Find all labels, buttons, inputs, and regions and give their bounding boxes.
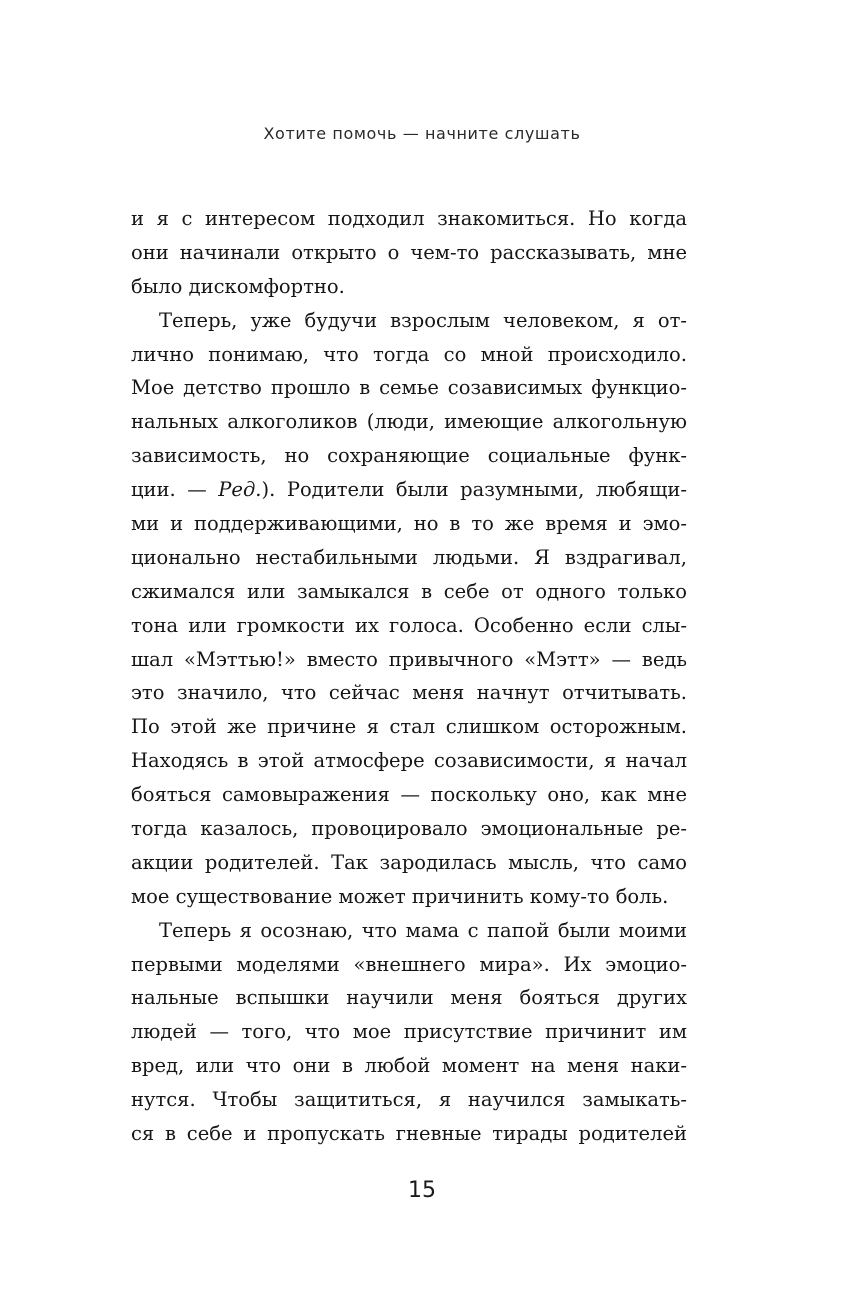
text-line: Находясь в этой атмосфере созависимости, я начал <box>131 749 687 773</box>
text-line: нальных алкоголиков (люди, имеющие алкогольную <box>131 410 687 434</box>
editor-note: Ред. <box>218 478 262 502</box>
text-line: По этой же причине я стал слишком осторожным. <box>131 715 687 739</box>
text-line: зависимость, но сохраняющие социальные функ- <box>131 444 687 468</box>
text-line: ся в себе и пропускать гневные тирады родителей <box>131 1122 687 1146</box>
text-line: ционально нестабильными людьми. Я вздрагивал, <box>131 545 687 569</box>
text-line: сжимался или замыкался в себе от одного только <box>131 579 687 603</box>
text-line: людей — того, что мое присутствие причинит им <box>131 1020 687 1044</box>
text-line: это значило, что сейчас меня начнут отчитывать. <box>131 681 687 705</box>
page-number: 15 <box>408 1178 436 1203</box>
text-line: первыми моделями «внешнего мира». Их эмоцио- <box>131 952 687 976</box>
text-line: и я с интересом подходил знакомиться. Но когда <box>131 207 687 230</box>
text-line: ми и поддерживающими, но в то же время и эмо- <box>131 512 687 536</box>
text-fragment: ции. — <box>131 478 219 502</box>
text-line: нальные вспышки научили меня бояться других <box>131 986 687 1010</box>
text-line: мое существование может причинить кому-то боль. <box>131 884 669 908</box>
text-line: они начинали открыто о чем-то рассказывать, мне <box>131 240 687 264</box>
text-line: лично понимаю, что тогда со мной происходило. <box>131 342 687 366</box>
text-line: акции родителей. Так зародилась мысль, что само <box>131 850 687 874</box>
text-line <box>131 473 687 507</box>
body-text <box>131 202 687 1151</box>
text-line: было дискомфортно. <box>131 274 345 298</box>
text-line: тона или громкости их голоса. Особенно если слы- <box>131 613 687 637</box>
text-fragment: ). Родители были разумными, любящи- <box>261 478 687 502</box>
text-line: Теперь я осознаю, что мама с папой были моими <box>159 918 687 942</box>
text-line: Мое детство прошло в семье созависимых функцио- <box>131 376 687 400</box>
text-line: нутся. Чтобы защититься, я научился замыкать- <box>131 1088 687 1112</box>
running-header: Хотите помочь — начните слушать <box>263 124 581 143</box>
text-line: Теперь, уже будучи взрослым человеком, я от- <box>159 308 687 332</box>
text-line: бояться самовыражения — поскольку оно, как мне <box>131 783 687 807</box>
text-line: вред, или что они в любой момент на меня наки- <box>131 1054 687 1078</box>
text-line: шал «Мэттью!» вместо привычного «Мэтт» — ведь <box>131 647 687 671</box>
text-line: тогда казалось, провоцировало эмоциональные ре- <box>131 817 687 841</box>
